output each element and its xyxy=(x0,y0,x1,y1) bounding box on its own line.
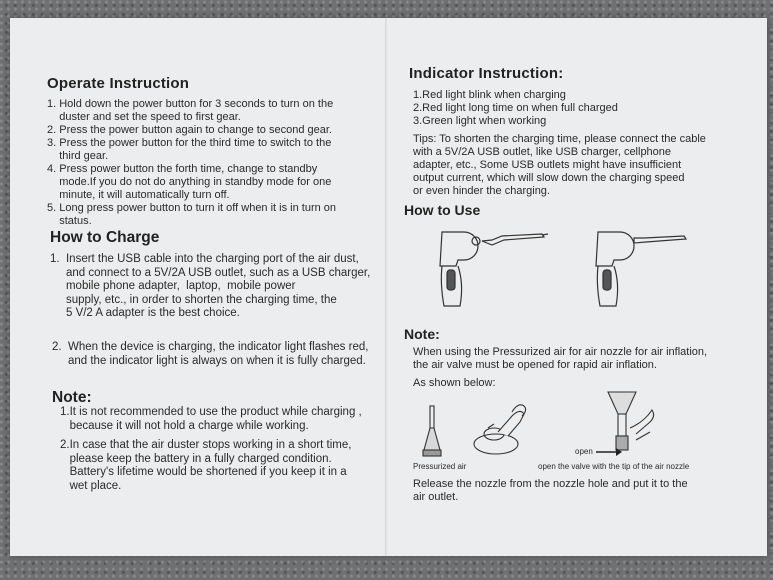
inflator-funnel xyxy=(608,392,636,414)
right-note-paragraph xyxy=(413,346,707,372)
duster-grip-2 xyxy=(603,270,611,290)
left-note-item-2-line-3: Battery's lifetime would be shortened if you keep it in a xyxy=(60,466,347,478)
right-note-title: Note: xyxy=(404,326,440,342)
open-label: open xyxy=(575,447,593,456)
tips-line-3: adapter, etc., Some USB outlets might have insufficient xyxy=(413,159,682,171)
left-note-item-1-line-1: 1.It is not recommended to use the product while charging , xyxy=(60,406,362,418)
indicator-item-1: 1.Red light blink when charging xyxy=(413,89,566,101)
charge-item-2 xyxy=(52,341,368,368)
pressurized-air-caption: Pressurized air xyxy=(413,462,467,471)
flap-arrow xyxy=(636,432,650,440)
operate-item-4-line-3: minute, it will automatically turn off. xyxy=(47,189,230,201)
operate-item-5-line-2: status. xyxy=(47,215,92,227)
air-duster-with-nozzle-illustration xyxy=(430,226,560,318)
right-note-line-2: the air valve must be opened for rapid air inflation. xyxy=(413,359,657,371)
indicator-instruction-title: Indicator Instruction: xyxy=(409,65,564,82)
operate-instruction-title: Operate Instruction xyxy=(47,75,190,92)
charge-item-1-line-2: and connect to a 5V/2A USB outlet, such as a USB charger, xyxy=(50,266,371,279)
operate-item-4-line-2: mode.If you do not do anything in standby mode for one xyxy=(47,176,332,188)
indicator-list xyxy=(413,89,618,128)
operate-instruction-list xyxy=(47,98,336,228)
tips-line-2: with a 5V/2A USB outlet, like USB charger, cellphone xyxy=(413,146,672,158)
air-duster-nozzle-inserted-illustration xyxy=(590,226,700,318)
valve-arrow xyxy=(488,424,494,428)
charge-item-1 xyxy=(50,253,370,321)
left-note-title: Note: xyxy=(52,389,92,406)
operate-item-4-line-1: 4. Press power button the forth time, change to standby xyxy=(47,163,318,175)
operate-item-5-line-1: 5. Long press power button to turn it off when it is in turn on xyxy=(47,202,337,214)
how-to-use-title: How to Use xyxy=(404,202,481,218)
indicator-item-3: 3.Green light when working xyxy=(413,115,547,127)
tips-line-4: output current, which will slow down the charging speed xyxy=(413,172,685,184)
tips-line-5: or even hinder the charging. xyxy=(413,185,550,197)
as-shown-below: As shown below: xyxy=(413,377,496,389)
charge-item-2-line-1: 2. When the device is charging, the indicator light flashes red, xyxy=(52,341,369,353)
operate-item-2-line-1: 2. Press the power button again to change to second gear. xyxy=(47,124,332,136)
valve-with-nozzle-illustration xyxy=(468,398,538,464)
left-note-item-2-line-4: wet place. xyxy=(60,479,122,492)
release-paragraph xyxy=(413,478,688,504)
duster-grip-1 xyxy=(447,270,455,290)
nozzle-cone xyxy=(424,428,440,450)
release-line-2: air outlet. xyxy=(413,491,459,503)
nozzle-body-2 xyxy=(634,236,686,243)
inflator-stem xyxy=(618,414,626,436)
tips-paragraph xyxy=(413,133,706,198)
tips-line-1: Tips: To shorten the charging time, please connect the cable xyxy=(413,133,706,145)
duster-head-1 xyxy=(440,232,478,266)
right-note-line-1: When using the Pressurized air for air nozzle for air inflation, xyxy=(413,346,708,358)
charge-item-2-line-2: and the indicator light is always on when it is fully charged. xyxy=(52,354,366,367)
operate-item-1-line-1: 1. Hold down the power button for 3 seconds to turn on the xyxy=(47,98,334,110)
operate-item-1-line-2: duster and set the speed to first gear. xyxy=(47,111,241,123)
how-to-charge-title: How to Charge xyxy=(50,229,160,246)
left-note-item-2-line-1: 2.In case that the air duster stops working in a short time, xyxy=(60,439,352,451)
charge-item-1-line-1: 1. Insert the USB cable into the charging port of the air dust, xyxy=(50,253,359,265)
nozzle-body-1 xyxy=(482,234,544,245)
operate-item-3-line-1: 3. Press the power button for the third time to switch to the xyxy=(47,137,332,149)
valve-flap xyxy=(630,410,654,434)
charge-item-1-line-5: 5 V/2 A adapter is the best choice. xyxy=(50,307,240,319)
valve-arm xyxy=(498,411,524,436)
nozzle-stem xyxy=(430,406,434,428)
left-note-item-2-line-2: please keep the battery in a fully charged condition. xyxy=(60,452,332,465)
charge-item-1-line-4: supply, etc., in order to shorten the charging time, the xyxy=(50,293,337,306)
left-note-item-1-line-2: because it will not hold a charge while working. xyxy=(60,419,309,432)
left-note-item-2 xyxy=(60,439,351,493)
nozzle-tip-1 xyxy=(542,234,548,235)
charge-item-1-line-3: mobile phone adapter, laptop, mobile power xyxy=(50,280,296,292)
duster-head-2 xyxy=(596,232,634,266)
open-valve-caption: open the valve with the tip of the air nozzle xyxy=(538,462,690,471)
operate-item-3-line-2: third gear. xyxy=(47,150,109,162)
valve-base xyxy=(474,434,518,454)
indicator-item-2: 2.Red light long time on when full charged xyxy=(413,102,618,114)
open-arrow xyxy=(596,448,622,456)
page-fold xyxy=(385,18,387,556)
release-line-1: Release the nozzle from the nozzle hole and put it to the xyxy=(413,478,688,490)
pressurized-air-nozzle-illustration xyxy=(420,404,460,462)
nozzle-base xyxy=(423,450,441,456)
left-note-item-1 xyxy=(60,406,362,433)
